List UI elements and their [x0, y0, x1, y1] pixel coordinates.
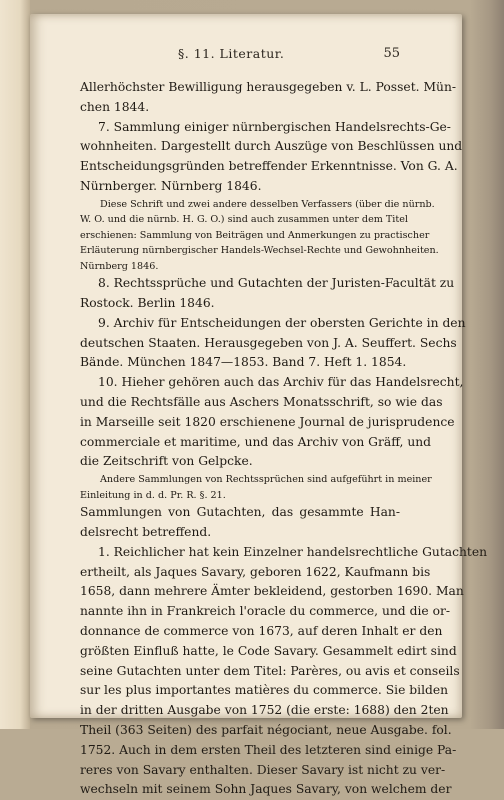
footnote-line: Nürnberg 1846.: [80, 260, 159, 272]
footnote-line: Diese Schrift und zwei andere desselben Verfassers (über die nürnb.: [100, 198, 435, 210]
page-header: [70, 46, 400, 68]
text-line: Sammlungen von Gutachten, das gesammte Han-: [80, 505, 400, 520]
footnote-line: Einleitung in d. d. Pr. R. §. 21.: [80, 489, 226, 501]
text-line: seine Gutachten unter dem Titel: Parères, ou avis et conseils: [80, 663, 460, 678]
text-line: wohnheiten. Dargestellt durch Auszüge von Beschlüssen und: [80, 139, 463, 154]
text-line: in der dritten Ausgabe von 1752 (die erste: 1688) den 2ten: [80, 703, 449, 718]
footnote-line: erschienen: Sammlung von Beiträgen und Anmerkungen zu practischer: [80, 229, 430, 241]
text-line: ertheilt, als Jaques Savary, geboren 1622, Kaufmann bis: [80, 564, 431, 579]
text-line: 8. Rechtssprüche und Gutachten der Juristen-Facultät zu: [98, 276, 455, 291]
text-line: donnance de commerce von 1673, auf deren Inhalt er den: [80, 624, 443, 639]
body-text: [80, 78, 488, 800]
text-line: chen 1844.: [80, 99, 150, 114]
text-line: 10. Hieher gehören auch das Archiv für das Handelsrecht,: [98, 375, 464, 390]
footnote-line: Andere Sammlungen von Rechtssprüchen sind aufgeführt in meiner: [100, 474, 432, 486]
text-line: und die Rechtsfälle aus Aschers Monatsschrift, so wie das: [80, 395, 443, 410]
text-line: die Zeitschrift von Gelpcke.: [80, 454, 253, 469]
text-line: größten Einfluß hatte, le Code Savary. Gesammelt edirt sind: [80, 643, 457, 658]
text-line: sur les plus importantes matières du commerce. Sie bilden: [80, 683, 449, 698]
text-line: in Marseille seit 1820 erschienene Journal de jurisprudence: [80, 414, 455, 429]
text-line: 9. Archiv für Entscheidungen der obersten Gerichte in den: [98, 315, 466, 330]
footnote-line: Erläuterung nürnbergischer Handels-Wechsel-Rechte und Gewohnheiten.: [80, 245, 439, 257]
text-line: Rostock. Berlin 1846.: [80, 296, 215, 311]
text-line: commerciale et maritime, und das Archiv von Gräff, und: [80, 434, 432, 449]
footnote-line: W. O. und die nürnb. H. G. O.) sind auch zusammen unter dem Titel: [80, 214, 408, 226]
text-line: 1752. Auch in dem ersten Theil des letzteren sind einige Pa-: [80, 742, 457, 757]
text-line: delsrecht betreffend.: [80, 525, 212, 540]
text-line: Bände. München 1847—1853. Band 7. Heft 1. 1854.: [80, 355, 407, 370]
running-title: §. 11. Literatur.: [178, 46, 285, 61]
text-line: deutschen Staaten. Herausgegeben von J. A. Seuffert. Sechs: [80, 335, 457, 350]
page-number: 55: [383, 46, 400, 61]
text-line: Entscheidungsgründen betreffender Erkenntnisse. Von G. A.: [80, 159, 458, 174]
facing-page-edge: [0, 0, 30, 729]
text-line: Nürnberger. Nürnberg 1846.: [80, 178, 262, 193]
text-line: Theil (363 Seiten) des parfait négociant, neue Ausgabe. fol.: [80, 723, 452, 738]
text-line: 1. Reichlicher hat kein Einzelner handelsrechtliche Gutachten: [98, 544, 488, 559]
text-line: Allerhöchster Bewilligung herausgegeben v. L. Posset. Mün-: [80, 80, 457, 94]
text-line: wechseln mit seinem Sohn Jaques Savary, von welchem der: [80, 782, 452, 797]
text-line: reres von Savary enthalten. Dieser Savary ist nicht zu ver-: [80, 762, 446, 777]
text-line: 7. Sammlung einiger nürnbergischen Handelsrechts-Ge-: [98, 119, 451, 134]
text-line: nannte ihn in Frankreich l'oracle du commerce, und die or-: [80, 604, 451, 619]
text-line: 1658, dann mehrere Ämter bekleidend, gestorben 1690. Man: [80, 584, 464, 599]
